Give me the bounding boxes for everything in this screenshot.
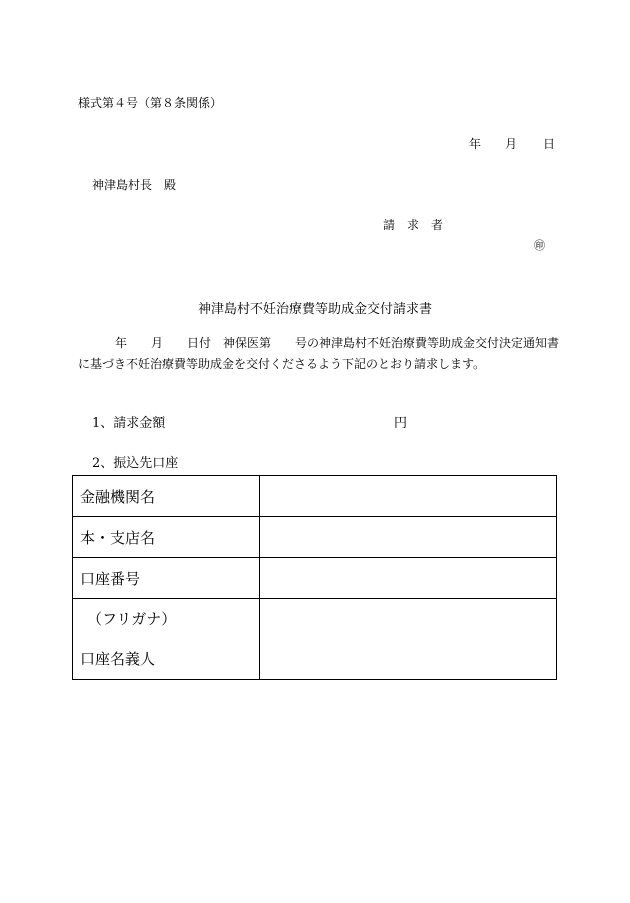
body-line-2: に基づき不妊治療費等助成金を交付くださるよう下記のとおり請求します。 [78,357,486,371]
table-row [73,476,557,517]
amount-label: 1、請求金額 [92,416,166,431]
table-row [73,517,557,558]
document-title: 神津島村不妊治療費等助成金交付請求書 [197,302,432,317]
account-number-field[interactable] [260,558,557,599]
holder-name-label: 口座名義人 [80,650,156,668]
date-day: 日 [543,137,556,151]
date-year: 年 [469,137,482,151]
body-line-1: 年 月 日付 神保医第 号の神津島村不妊治療費等助成金交付決定通知書 [115,336,560,350]
account-holder-field[interactable] [260,599,557,680]
date-line [469,137,555,151]
amount-unit: 円 [394,416,408,431]
holder-furigana-label: （フリガナ） [87,610,177,628]
seal-mark: ㊞ [534,239,545,252]
bank-account-table [72,475,557,680]
account-holder-label-cell [73,599,260,680]
branch-name-label: 本・支店名 [73,517,260,558]
table-row [73,558,557,599]
requester-label: 請 求 者 [383,218,444,232]
table-row [73,599,557,680]
bank-name-label: 金融機関名 [73,476,260,517]
addressee: 神津島村長 殿 [92,178,177,192]
branch-name-field[interactable] [260,517,557,558]
account-label: 2、振込先口座 [92,456,179,471]
bank-name-field[interactable] [260,476,557,517]
date-month: 月 [505,137,518,151]
account-number-label: 口座番号 [73,558,260,599]
form-number: 様式第４号（第８条関係） [78,96,223,110]
